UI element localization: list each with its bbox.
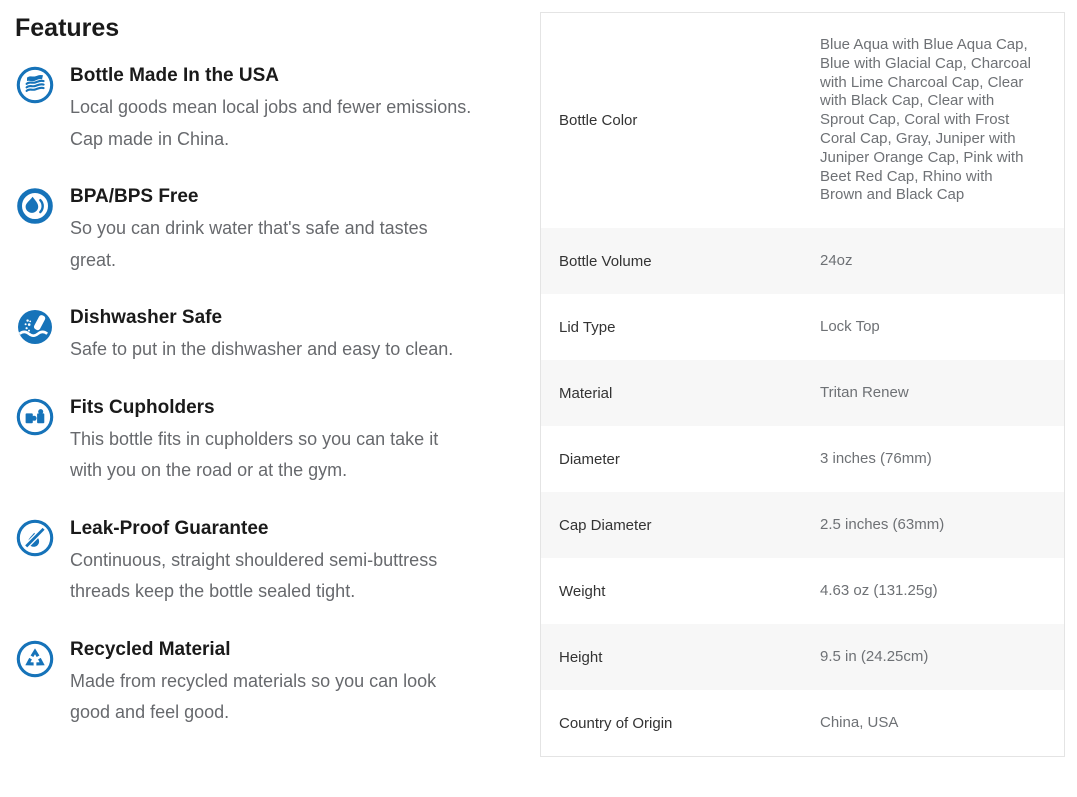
spec-value: Tritan Renew bbox=[820, 383, 909, 401]
spec-label: Diameter bbox=[559, 450, 620, 468]
spec-label: Weight bbox=[559, 582, 606, 600]
spec-row-material bbox=[541, 360, 1064, 426]
feature-description: Made from recycled materials so you can look good and feel good. bbox=[70, 670, 437, 722]
feature-leak-proof bbox=[15, 518, 490, 608]
recycled-material-icon bbox=[15, 639, 55, 679]
feature-title: BPA/BPS Free bbox=[70, 186, 199, 207]
feature-title: Leak-Proof Guarantee bbox=[70, 517, 269, 539]
spec-value: 2.5 inches (63mm) bbox=[820, 515, 945, 533]
spec-row-cap-diameter bbox=[541, 492, 1064, 558]
spec-label: Height bbox=[559, 648, 603, 666]
spec-row-bottle-color bbox=[541, 13, 1064, 228]
feature-fits-cupholders bbox=[15, 397, 490, 487]
spec-row-lid-type bbox=[541, 294, 1064, 360]
spec-row-weight bbox=[541, 558, 1064, 624]
spec-value: 4.63 oz (131.25g) bbox=[820, 581, 938, 599]
feature-title: Recycled Material bbox=[70, 638, 231, 660]
spec-row-height bbox=[541, 624, 1064, 690]
spec-value: 24oz bbox=[820, 251, 853, 269]
feature-description: This bottle fits in cupholders so you can take it with you on the road or at the gym. bbox=[70, 428, 439, 480]
leak-proof-icon bbox=[15, 518, 55, 558]
spec-label: Lid Type bbox=[559, 318, 616, 336]
spec-value: Lock Top bbox=[820, 317, 880, 335]
feature-description: Safe to put in the dishwasher and easy to clean. bbox=[70, 339, 454, 359]
specifications-table bbox=[540, 12, 1065, 757]
made-in-usa-icon bbox=[15, 65, 55, 105]
feature-title: Bottle Made In the USA bbox=[70, 65, 280, 86]
spec-value: China, USA bbox=[820, 713, 899, 731]
fits-cupholders-icon bbox=[15, 397, 55, 437]
spec-row-bottle-volume bbox=[541, 228, 1064, 294]
features-section bbox=[15, 13, 490, 760]
feature-title: Dishwasher Safe bbox=[70, 307, 223, 328]
feature-description: Continuous, straight shouldered semi-buttress threads keep the bottle sealed tight. bbox=[70, 549, 438, 601]
spec-label: Material bbox=[559, 384, 613, 402]
feature-bpa-free bbox=[15, 186, 490, 276]
spec-value: 3 inches (76mm) bbox=[820, 449, 932, 467]
spec-value: Blue Aqua with Blue Aqua Cap, Blue with Glacial Cap, Charcoal with Lime Charcoal Cap, Clear with Black Cap, Clear with Sprout Cap, Coral with Frost Coral Cap, Gray, Juniper with Juniper Orange Cap, Pink with Beet Red Cap, Rhino with Brown and Black Cap bbox=[820, 36, 1031, 204]
spec-label: Country of Origin bbox=[559, 714, 673, 732]
spec-value: 9.5 in (24.25cm) bbox=[820, 647, 929, 665]
dishwasher-safe-icon bbox=[15, 307, 55, 347]
spec-label: Cap Diameter bbox=[559, 516, 652, 534]
feature-made-in-usa bbox=[15, 65, 490, 155]
feature-title: Fits Cupholders bbox=[70, 396, 215, 418]
feature-description: So you can drink water that's safe and tastes great. bbox=[70, 218, 428, 270]
bpa-free-icon bbox=[15, 186, 55, 226]
feature-recycled-material bbox=[15, 639, 490, 729]
feature-dishwasher-safe bbox=[15, 307, 490, 366]
feature-description: Local goods mean local jobs and fewer emissions. Cap made in China. bbox=[70, 97, 472, 149]
spec-row-diameter bbox=[541, 426, 1064, 492]
spec-label: Bottle Color bbox=[559, 112, 638, 130]
spec-label: Bottle Volume bbox=[559, 252, 652, 270]
spec-row-country-of-origin bbox=[541, 690, 1064, 756]
features-heading: Features bbox=[15, 14, 120, 42]
